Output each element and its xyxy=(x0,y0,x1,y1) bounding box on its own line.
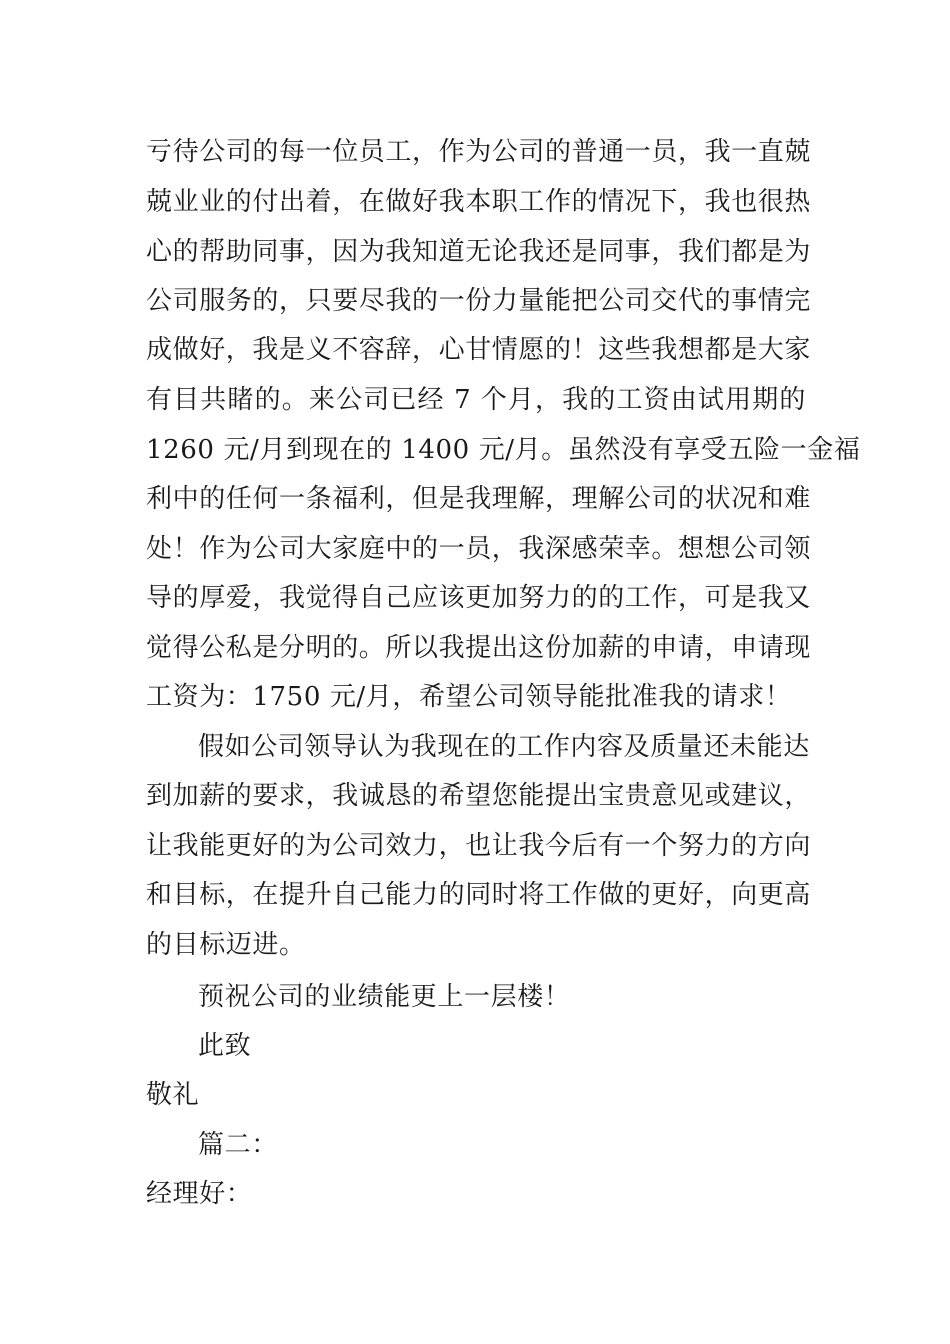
paragraph-line: 1260 元/月到现在的 1400 元/月。虽然没有享受五险一金福 xyxy=(146,435,861,465)
paragraph-line: 亏待公司的每一位员工，作为公司的普通一员，我一直兢 xyxy=(146,137,812,167)
paragraph-line: 利中的任何一条福利，但是我理解，理解公司的状况和难 xyxy=(146,484,812,514)
section-heading: 篇二： xyxy=(198,1130,278,1160)
paragraph-line: 的目标迈进。 xyxy=(146,930,306,960)
salutation-ci-zhi: 此致 xyxy=(198,1031,252,1061)
paragraph-line: 让我能更好的为公司效力，也让我今后有一个努力的方向 xyxy=(146,831,812,861)
paragraph-line: 处！作为公司大家庭中的一员，我深感荣幸。想想公司领 xyxy=(146,534,812,564)
paragraph-line: 工资为：1750 元/月，希望公司领导能批准我的请求！ xyxy=(146,682,792,712)
paragraph-line: 到加薪的要求，我诚恳的希望您能提出宝贵意见或建议， xyxy=(146,781,812,811)
paragraph-line: 觉得公私是分明的。所以我提出这份加薪的申请，申请现 xyxy=(146,633,812,663)
paragraph-line: 有目共睹的。来公司已经 7 个月，我的工资由试用期的 xyxy=(146,385,806,415)
paragraph-line: 和目标，在提升自己能力的同时将工作做的更好，向更高 xyxy=(146,880,812,910)
paragraph-line: 心的帮助同事，因为我知道无论我还是同事，我们都是为 xyxy=(146,237,812,267)
closing-wish: 预祝公司的业绩能更上一层楼！ xyxy=(198,982,571,1012)
paragraph-line: 公司服务的，只要尽我的一份力量能把公司交代的事情完 xyxy=(146,286,812,316)
salutation-jing-li: 敬礼 xyxy=(146,1080,200,1110)
paragraph-line: 导的厚爱，我觉得自己应该更加努力的的工作，可是我又 xyxy=(146,583,812,613)
greeting-line: 经理好： xyxy=(146,1179,253,1209)
paragraph-line: 兢业业的付出着，在做好我本职工作的情况下，我也很热 xyxy=(146,187,812,217)
paragraph-line: 假如公司领导认为我现在的工作内容及质量还未能达 xyxy=(198,732,810,762)
paragraph-line: 成做好，我是义不容辞，心甘情愿的！这些我想都是大家 xyxy=(146,335,812,365)
